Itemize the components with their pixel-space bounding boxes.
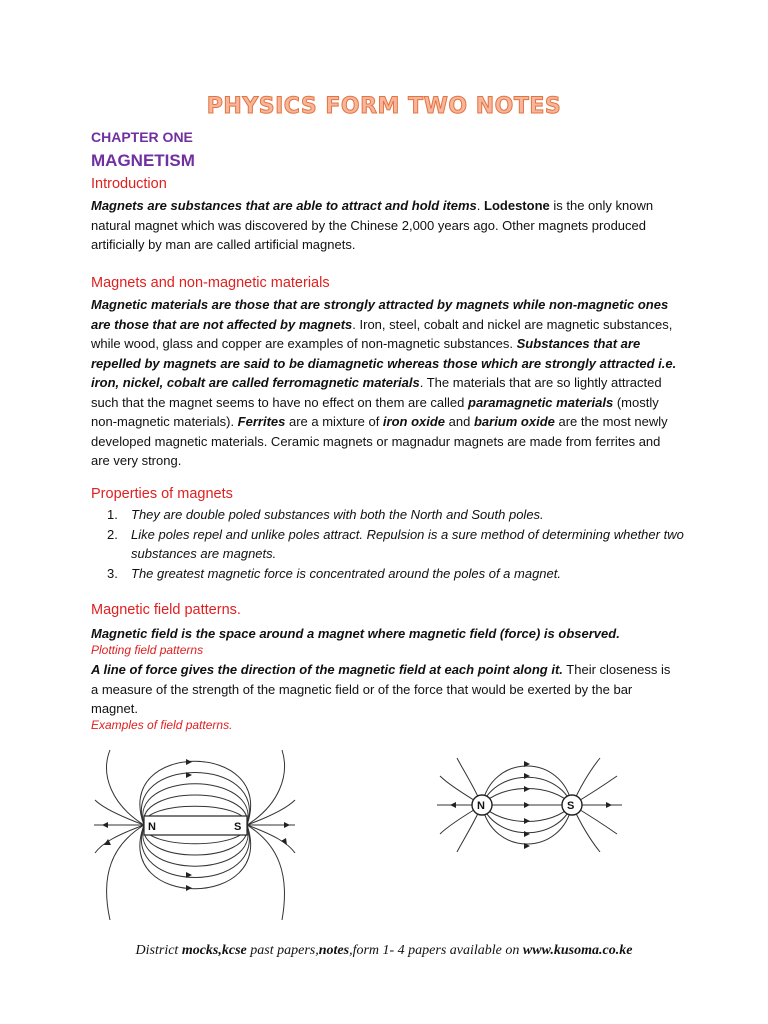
introduction-heading: Introduction xyxy=(91,176,167,192)
examples-label: Examples of field patterns. xyxy=(91,718,233,732)
field-heading: Magnetic field patterns. xyxy=(91,602,241,618)
materials-paragraph: Magnetic materials are those that are strongly attracted by magnets while non-magnetic ones are those that are not affected by magnets. Iron, steel, cobalt and nickel are magnetic substances, while wood, glass and copper are examples of non-magnetic substances. Substances that are repelled by magnets are said to be diamagnetic whereas those which are strongly attracted i.e. iron, nickel, cobalt are called ferromagnetic materials. The materials that are so lightly attracted such that the magnet seems to have no effect on them are called paramagnetic materials (mostly non-magnetic materials). Ferrites are a mixture of iron oxide and barium oxide are the most newly developed magnetic materials. Ceramic magnets or magnadur magnets are made from ferrites and are very strong. xyxy=(91,297,677,468)
list-item: 1. They are double poled substances with both the North and South poles. xyxy=(107,507,544,522)
properties-heading: Properties of magnets xyxy=(91,486,233,502)
pole-north: N xyxy=(477,800,485,812)
bar-magnet-north: N xyxy=(148,821,156,833)
bar-magnet-south: S xyxy=(234,821,242,833)
list-item: 2. Like poles repel and unlike poles attract. Repulsion is a sure method of determining whether two substances are magnets. xyxy=(107,526,684,561)
lodestone-term: Lodestone xyxy=(484,198,550,213)
topic-heading: MAGNETISM xyxy=(91,151,195,170)
intro-definition: Magnets are substances that are able to attract and hold items xyxy=(91,198,477,213)
plotting-label: Plotting field patterns xyxy=(91,643,204,657)
page-title: PHYSICS FORM TWO NOTES xyxy=(206,94,562,119)
bar-magnet-field-diagram xyxy=(92,745,297,925)
introduction-paragraph: Magnets are substances that are able to attract and hold items. Lodestone is the only known natural magnet which was discovered by the Chinese 2,000 years ago. Other magnets produced artificially by man are called artificial magnets. xyxy=(91,198,654,252)
footer-website-link[interactable]: www.kusoma.co.ke xyxy=(522,943,633,958)
field-definition: Magnetic field is the space around a magnet where magnetic field (force) is observed. xyxy=(91,626,620,641)
materials-heading: Magnets and non-magnetic materials xyxy=(91,275,330,291)
list-item: 3. The greatest magnetic force is concentrated around the poles of a magnet. xyxy=(107,565,561,581)
footer-note: District mocks,kcse past papers,notes,form 1- 4 papers available on www.kusoma.co.ke xyxy=(135,943,633,958)
properties-list xyxy=(91,505,721,583)
chapter-label: CHAPTER ONE xyxy=(91,129,193,145)
unlike-poles-field-diagram xyxy=(432,738,632,888)
field-paragraph: A line of force gives the direction of the magnetic field at each point along it. Their closeness is a measure of the strength of the magnetic field or of the force that would be exerted by the bar magnet. xyxy=(91,662,671,716)
pole-south: S xyxy=(567,800,575,812)
